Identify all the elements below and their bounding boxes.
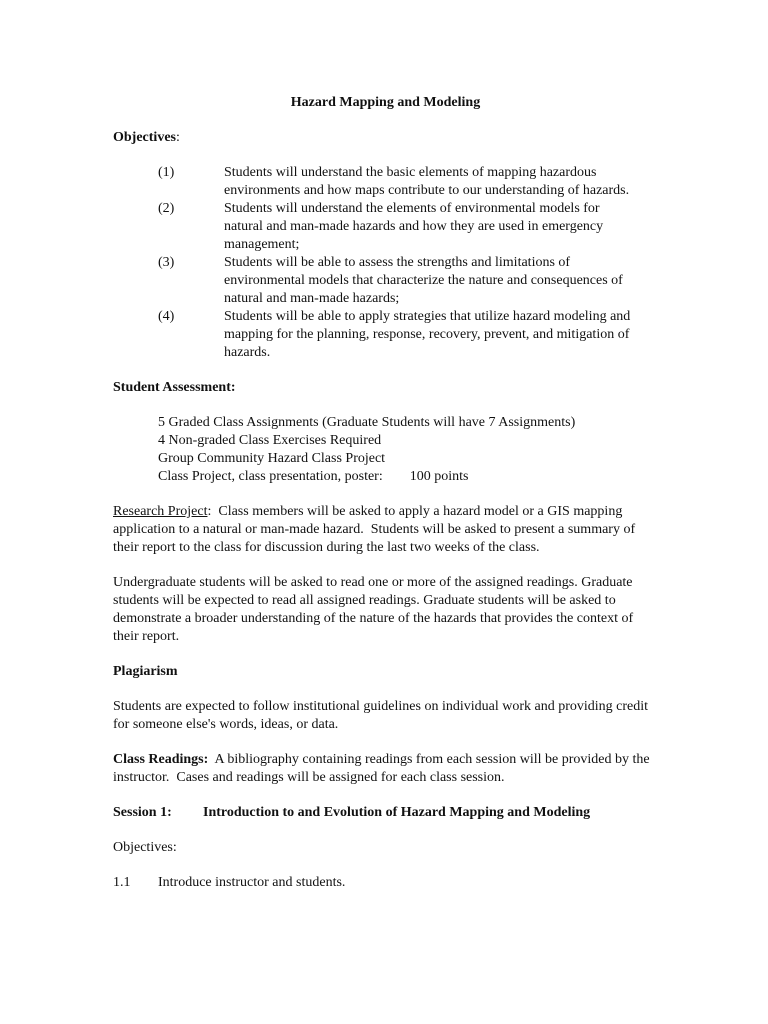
objective-text: Students will understand the basic elements of mapping hazardous environments and how maps contribute to our understanding of hazards. [224, 165, 630, 198]
objectives-heading-label: Objectives [113, 130, 176, 145]
assessment-item: 4 Non-graded Class Exercises Required [158, 433, 382, 448]
plagiarism-heading: Plagiarism [113, 664, 178, 679]
document-page [113, 94, 658, 892]
objective-text: Students will understand the elements of environmental models for natural and man-made hazards and how they are used in emergency management; [224, 201, 604, 252]
session-heading [113, 804, 658, 822]
assessment-list [158, 414, 658, 486]
assessment-project-line [158, 468, 658, 486]
research-paragraph [113, 503, 658, 557]
session-label: Session 1: [113, 805, 172, 820]
assessment-item: 5 Graded Class Assignments (Graduate Students will have 7 Assignments) [158, 415, 576, 430]
assessment-project-points: 100 points [409, 469, 469, 484]
session-objective-number: 1.1 [113, 875, 131, 890]
objective-item [113, 254, 658, 308]
objectives-heading-suffix: : [175, 130, 180, 145]
assessment-project-label: Class Project, class presentation, poster: [158, 469, 383, 484]
assessment-item: Group Community Hazard Class Project [158, 451, 386, 466]
session-objective-text: Introduce instructor and students. [158, 875, 346, 890]
research-label: Research Project [113, 504, 208, 519]
objectives-list [113, 164, 658, 362]
class-readings-paragraph [113, 751, 658, 787]
class-readings-label: Class Readings: [113, 752, 209, 767]
objective-number: (1) [158, 165, 175, 180]
session-objectives-label: Objectives: [113, 840, 177, 855]
objective-number: (2) [158, 201, 175, 216]
objective-item [113, 308, 658, 362]
class-readings-text: A bibliography containing readings from each session will be provided by the instructor. Cases and readings will be assigned for each class session. [113, 752, 654, 785]
objective-text: Students will be able to assess the strengths and limitations of environmental models that characterize the nature and consequences of natural and man-made hazards; [224, 255, 623, 306]
objective-number: (3) [158, 255, 175, 270]
assessment-heading: Student Assessment: [113, 380, 236, 395]
objective-text: Students will be able to apply strategies that utilize hazard modeling and mapping for the planning, response, recovery, prevent, and mitigation of hazards. [224, 309, 631, 360]
objectives-heading [113, 129, 658, 147]
session-title: Introduction to and Evolution of Hazard Mapping and Modeling [203, 805, 591, 820]
objective-item [113, 200, 658, 254]
research-text: Class members will be asked to apply a hazard model or a GIS mapping application to a natural or man-made hazard. Students will be asked to present a summary of their report to the class for discussion during the last two weeks of the class. [113, 504, 639, 555]
readings-paragraph: Undergraduate students will be asked to read one or more of the assigned readings. Graduate students will be expected to read all assigned readings. Graduate students will be asked to demonstrate a broader understanding of the nature of the hazards that provides the context of their report. [113, 575, 634, 644]
objective-number: (4) [158, 309, 175, 324]
document-title: Hazard Mapping and Modeling [290, 95, 481, 110]
session-objective-item [113, 874, 658, 892]
research-label-suffix: : [207, 504, 212, 519]
objective-item [113, 164, 658, 200]
plagiarism-text: Students are expected to follow institutional guidelines on individual work and providing credit for someone else's words, ideas, or data. [113, 699, 649, 732]
